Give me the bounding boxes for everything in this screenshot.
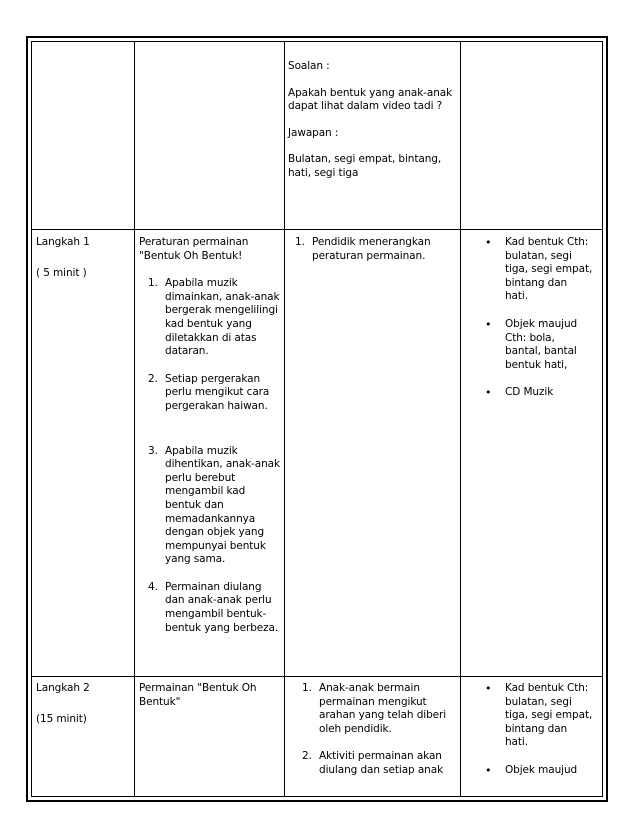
list-item: 1. Anak-anak bermain permainan mengikut arahan yang telah diberi oleh pendidik. [302,682,447,735]
row3-activity-cell [288,682,456,778]
bullet-icon: • [485,682,492,695]
row2-step-cell [36,236,130,293]
list-item: 3. Apabila muzik dihentikan, anak-anak perlu berebut mengambil kad bentuk dan memadankannya dengan objek yang mempunyai bentuk yang sama. [148,444,280,566]
list-item: • Objek maujud Cth: bola, bantal, bantal bentuk hati, [485,317,578,371]
rules-list [139,277,281,635]
step-label: Langkah 2 [36,682,90,694]
row-divider [31,676,603,677]
row3-content-cell [139,682,281,722]
row2-materials-cell [465,236,593,414]
bullet-icon: • [485,236,492,249]
question-text: Apakah bentuk yang anak-anak dapat lihat dalam video tadi ? [288,86,453,113]
list-item: • CD Muzik [485,386,554,400]
answer-text: Bulatan, segi empat, bintang, hati, segi tiga [288,153,442,179]
list-item: 1. Pendidik menerangkan peraturan permainan. [295,236,431,262]
step-duration: ( 5 minit ) [36,266,87,279]
bullet-icon: • [485,317,492,331]
bullet-icon: • [485,763,492,777]
list-item: 2. Aktiviti permainan akan diulang dan setiap anak [302,750,444,776]
materials-list [465,236,593,400]
list-item: 4. Permainan diulang dan anak-anak perlu mengambil bentuk-bentuk yang berbeza. [148,580,279,634]
content-intro: Permainan "Bentuk Oh Bentuk" [139,682,257,708]
content-intro: Peraturan permainan "Bentuk Oh Bentuk! [139,236,249,262]
list-item: 2. Setiap pergerakan perlu mengikut cara pergerakan haiwan. [148,372,270,412]
row2-content-cell [139,236,281,635]
column-divider [284,41,285,797]
list-item: • Kad bentuk Cth: bulatan, segi tiga, segi empat, bintang dan hati. [485,236,593,303]
row-divider [31,229,603,230]
row1-content-cell [288,60,456,194]
activity-list [288,236,456,263]
column-divider [460,41,461,797]
list-item: • Kad bentuk Cth: bulatan, segi tiga, segi empat, bintang dan hati. [485,682,593,749]
list-item: 1. Apabila muzik dimainkan, anak-anak bergerak mengelilingi kad bentuk yang diletakkan di atas dataran. [148,277,280,358]
bullet-icon: • [485,386,492,400]
step-duration: (15 minit) [36,712,87,725]
question-heading: Soalan : [288,60,330,72]
activity-list [288,682,456,778]
step-label: Langkah 1 [36,236,90,248]
row3-step-cell [36,682,130,739]
materials-list [465,682,593,778]
column-divider [134,41,135,797]
answer-heading: Jawapan : [288,126,339,139]
row2-activity-cell [288,236,456,277]
list-item: • Objek maujud [485,763,578,777]
row3-materials-cell [465,682,593,778]
